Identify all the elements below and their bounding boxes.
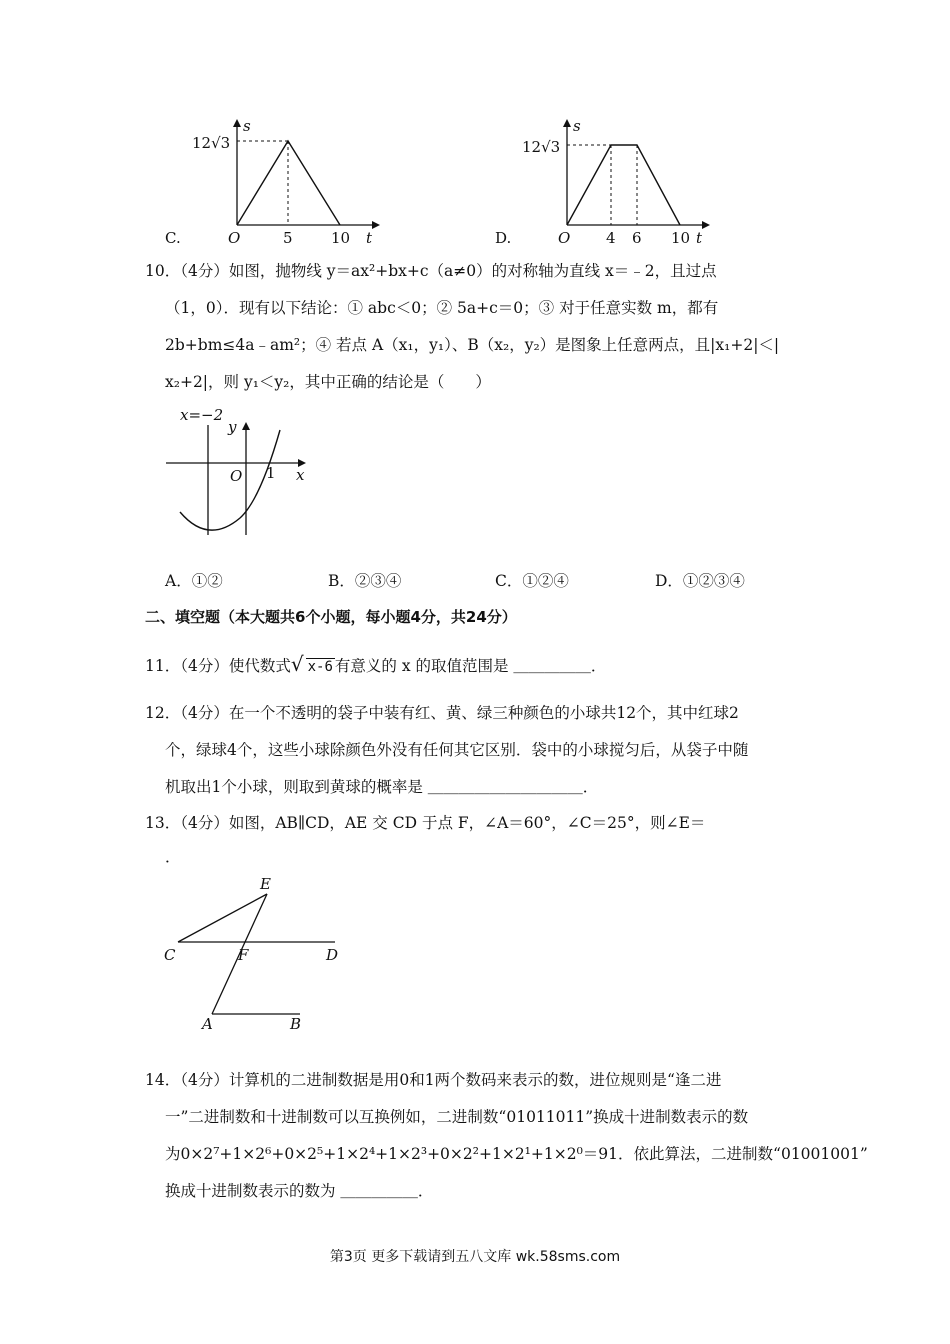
fig-c-label: C.	[165, 229, 181, 247]
q10-option-a: A．①②	[165, 572, 223, 590]
geometry-figure	[160, 872, 360, 1037]
q10-option-d: D．①②③④	[655, 572, 745, 590]
fig-d-tick-10: 10	[671, 229, 691, 247]
geo-label-d: D	[326, 946, 339, 964]
fig-c-axis-x: t	[366, 229, 373, 247]
q10-line-4: x₂+2|，则 y₁＜y₂，其中正确的结论是（ ）	[165, 373, 491, 391]
parabola-graph	[160, 400, 320, 540]
q13-line-2: ．	[165, 848, 181, 866]
q14-line-3: 为0×2⁷+1×2⁶+0×2⁵+1×2⁴+1×2³+0×2²+1×2¹+1×2⁰＝91．依此算法，二进制数“01001001”	[165, 1145, 868, 1163]
q14-line-4: 换成十进制数表示的数为 ＿＿＿＿＿．	[165, 1182, 434, 1200]
geo-label-b: B	[290, 1015, 302, 1033]
q10-line-1: 10．（4分）如图，抛物线 y＝ax²+bx+c（a≠0）的对称轴为直线 x＝﹣2，且过点	[145, 262, 717, 280]
q11-pre: 11．（4分）使代数式	[145, 657, 291, 675]
q14-line-1: 14．（4分）计算机的二进制数据是用0和1两个数码来表示的数，进位规则是“逢二进	[145, 1071, 722, 1089]
fig-c-yval: 12√3	[192, 134, 231, 152]
fig-d-tick-6: 6	[632, 229, 642, 247]
fig-d-yval: 12√3	[522, 138, 561, 156]
q12-line-2: 个，绿球4个，这些小球除颜色外没有任何其它区别．袋中的小球搅匀后，从袋子中随	[165, 741, 749, 759]
fig-c-tick-10: 10	[331, 229, 351, 247]
q12-line-1: 12．（4分）在一个不透明的袋子中装有红、黄、绿三种颜色的小球共12个，其中红球2	[145, 704, 739, 722]
q14-line-2: 一”二进制数和十进制数可以互换例如，二进制数“01011011”换成十进制数表示的数	[165, 1108, 749, 1126]
parabola-tick-1: 1	[266, 464, 276, 482]
geo-label-a: A	[202, 1015, 213, 1033]
q10-option-c: C．①②④	[495, 572, 569, 590]
fig-d-label: D.	[495, 229, 512, 247]
q10-line-3: 2b+bm≤4a﹣am²；④ 若点 A（x₁，y₁）、B（x₂，y₂）是图象上任意两点，且|x₁+2|＜|	[165, 336, 780, 354]
parabola-origin: O	[230, 467, 243, 485]
q12-line-3: 机取出1个小球，则取到黄球的概率是 ＿＿＿＿＿＿＿＿＿＿．	[165, 778, 599, 796]
q13-line-1: 13．（4分）如图，AB∥CD，AE 交 CD 于点 F，∠A＝60°，∠C＝25°，则∠E＝	[145, 814, 706, 832]
fig-c-origin: O	[228, 229, 241, 247]
q11	[145, 652, 606, 676]
q11-post: 有意义的 x 的取值范围是 ＿＿＿＿＿．	[334, 657, 607, 675]
q11-radicand: x-6	[307, 659, 333, 675]
parabola-axis-label: x=−2	[180, 406, 224, 424]
parabola-axis-y: y	[228, 418, 237, 436]
fig-d-origin: O	[558, 229, 571, 247]
fig-d-axis-x: t	[696, 229, 703, 247]
fig-d-tick-4: 4	[606, 229, 616, 247]
sqrt-sign: √	[290, 652, 304, 676]
page-footer: 第3页 更多下载请到五八文库 wk.58sms.com	[329, 1249, 621, 1265]
geo-label-e: E	[260, 875, 271, 893]
figure-c-graph	[165, 115, 380, 250]
fig-c-tick-5: 5	[283, 229, 293, 247]
fig-d-axis-y: s	[573, 117, 581, 135]
figure-d-graph	[495, 115, 710, 250]
section-heading: 二、填空题（本大题共6个小题，每小题4分，共24分）	[145, 608, 517, 626]
parabola-axis-x: x	[296, 466, 305, 484]
q10-option-b: B．②③④	[328, 572, 402, 590]
geo-label-f: F	[238, 946, 249, 964]
q10-line-2: （1，0）．现有以下结论：① abc＜0；② 5a+c＝0；③ 对于任意实数 m，都有	[165, 299, 719, 317]
geo-label-c: C	[164, 946, 176, 964]
fig-c-axis-y: s	[243, 117, 251, 135]
